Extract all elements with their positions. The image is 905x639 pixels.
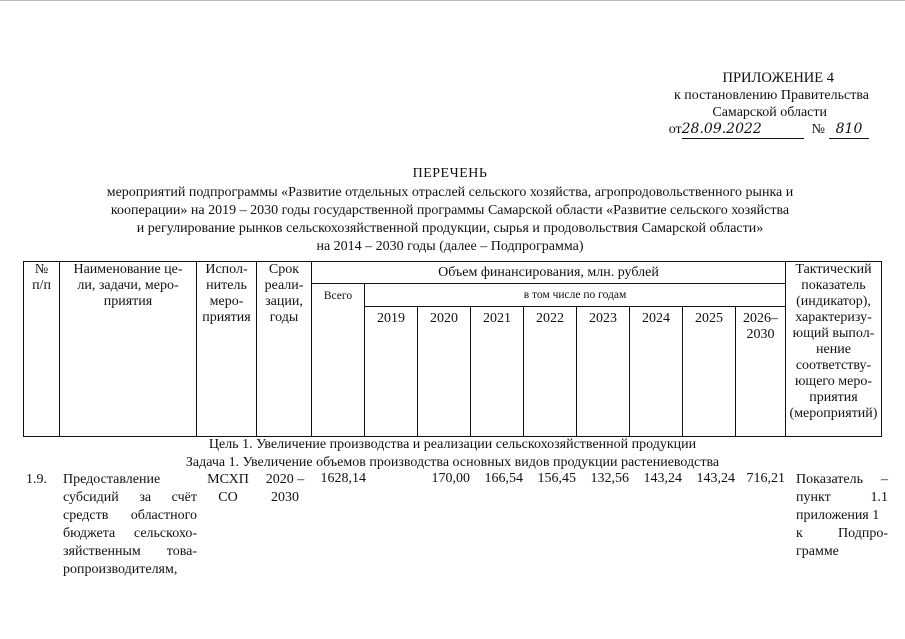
task-line: Задача 1. Увеличение объемов производства основных видов продукции растениеводства [185,455,720,470]
header-term: Срок реали- зации, годы [257,262,312,437]
row-term: 2020 – 2030 [265,472,305,505]
row-2024: 143,24 [643,471,682,486]
goal-line: Цель 1. Увеличение производства и реализации сельскохозяйственной продукции [208,437,697,452]
header-year-2025: 2025 [683,307,736,437]
header-year-2020: 2020 [418,307,471,437]
appendix-line-2: Самарской области [712,105,827,120]
header-year-2026-2030: 2026– 2030 [736,307,786,437]
header-total: Всего [312,284,365,437]
appendix-line-1: к постановлению Правительства [673,88,869,103]
header-indicator: Тактический показатель (индикатор), характеризу- ющий выпол- нение соответству- ющего меро- приятия (мероприятий) [786,262,882,437]
row-number: 1.9. [26,472,47,487]
subtitle-line-3: и регулирование рынков сельскохозяйственной продукции, сырья и продовольствия Самарской области» [136,221,764,236]
header-funding: Объем финансирования, млн. рублей [312,262,786,284]
row-indicator: Показатель – пункт 1.1 приложения 1 к Подпро- грамме [796,472,888,559]
header-year-2024: 2024 [630,307,683,437]
row-executor: МСХП СО [207,472,249,505]
date-field [682,121,804,139]
header-year-2022: 2022 [524,307,577,437]
header-year-2021: 2021 [471,307,524,437]
subtitle-line-2: кооперации» на 2019 – 2030 годы государственной программы Самарской области «Развитие сельского хозяйства [110,203,790,218]
subtitle-line-4: на 2014 – 2030 годы (далее – Подпрограмма) [316,239,584,254]
row-2020: 170,00 [431,471,470,486]
number-field [829,121,869,139]
header-name: Наименование це- ли, задачи, меро- приятия [60,262,197,437]
document-title: ПЕРЕЧЕНЬ [412,166,488,181]
appendix-title: ПРИЛОЖЕНИЕ 4 [722,70,834,86]
handwritten-number: 810 [835,121,863,137]
header-by-years: в том числе по годам [365,284,786,307]
row-total: 1628,14 [320,471,366,486]
header-year-2023: 2023 [577,307,630,437]
document-subtitle [60,184,840,256]
row-2026-2030: 716,21 [746,471,785,486]
activities-table [23,261,882,437]
row-name: Предоставление субсидий за счёт средств областного бюджета сельскохо- зяйственным това- ропроизводителям, [63,472,197,577]
header-executor: Испол- нитель меро- приятия [197,262,257,437]
top-rule [0,0,905,1]
row-2023: 132,56 [590,471,629,486]
handwritten-date: 28.09.2022 [681,121,762,137]
signature-line [629,121,869,139]
row-2022: 156,45 [537,471,576,486]
row-2025: 143,24 [696,471,735,486]
header-year-2019: 2019 [365,307,418,437]
row-2021: 166,54 [484,471,523,486]
number-prefix: № [811,122,825,137]
date-prefix: от [668,122,682,137]
header-num: № п/п [24,262,60,437]
subtitle-line-1: мероприятий подпрограммы «Развитие отдельных отраслей сельского хозяйства, агропродовольственного рынка и [106,185,794,200]
appendix-block [629,70,869,139]
